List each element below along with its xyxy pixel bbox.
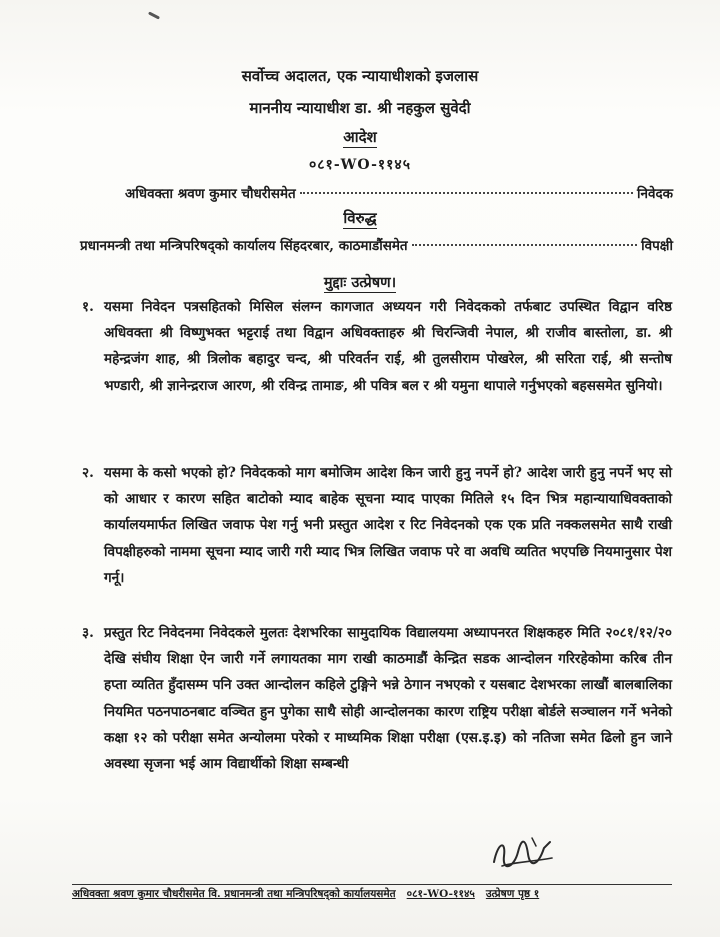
page-footer bbox=[72, 884, 672, 901]
court-name: सर्वोच्च अदालत, एक न्यायाधीशको इजलास bbox=[241, 67, 479, 85]
respondent-line bbox=[80, 236, 673, 254]
versus-heading bbox=[0, 208, 720, 228]
paragraph-text: यसमा निवेदन पत्रसहितको मिसिल संलग्न कागजात अध्ययन गरी निवेदकको तर्फबाट उपस्थित विद्वान वरिष्ठ अधिवक्ता श्री विष्णुभक्त भट्टराई तथा विद्वान अधिवक्ताहरु श्री चिरन्जिवी नेपाल, श्री राजीव बास्तोला, डा. श्री महेन्द्रजंग शाह, श्री त्रिलोक बहादुर चन्द, श्री परिवर्तन राई, श्री तुलसीराम पोखरेल, श्री सरिता राई, श्री सन्तोष भण्डारी, श्री ज्ञानेन्द्रराज आरण, श्री रविन्द्र तामाङ, श्री पवित्र बल र श्री यमुना थापाले गर्नुभएको बहससमेत सुनियो। bbox=[104, 299, 672, 394]
paragraph-text: प्रस्तुत रिट निवेदनमा निवेदकले मुलतः देशभरिका सामुदायिक विद्यालयमा अध्यापनरत शिक्षकहरु मिति २०८१/१२/२० देखि संघीय शिक्षा ऐन जारी गर्ने लगायतका माग राखी काठमाडौं केन्द्रित सडक आन्दोलन गरिरहेकोमा करिब तीन हप्ता व्यतित हुँदासम्म पनि उक्त आन्दोलन कहिले टुङ्गिने भन्ने ठेगान नभएको र यसबाट देशभरका लाखौं बालबालिका नियमित पठनपाठनबाट वञ्चित हुन पुगेका साथै सोही आन्दोलनका कारण राष्ट्रिय परीक्षा बोर्डले सञ्चालन गर्ने भनेको कक्षा १२ को परीक्षा समेत अन्योलमा परेको र माध्यमिक शिक्षा परीक्षा (एस.इ.इ) को नतिजा समेत ढिलो हुन जाने अवस्था सृजना भई आम विद्यार्थीको शिक्षा सम्बन्धी bbox=[104, 625, 672, 773]
handwritten-signature bbox=[488, 832, 558, 876]
paragraph-number: ३. bbox=[82, 625, 94, 641]
paragraph-3 bbox=[82, 620, 672, 777]
order-title-text: आदेश bbox=[343, 128, 377, 146]
subject-text: मुद्दाः उत्प्रेषण। bbox=[323, 274, 397, 291]
versus-text: विरुद्ध bbox=[343, 209, 377, 227]
dotted-leader bbox=[300, 192, 633, 194]
paragraph-2 bbox=[82, 460, 672, 591]
judge-name: माननीय न्यायाधीश डा. श्री नहकुल सुवेदी bbox=[249, 99, 471, 117]
petitioner-role: निवेदक bbox=[636, 186, 673, 202]
footer-page-label: उत्प्रेषण पृष्ठ १ bbox=[485, 888, 540, 900]
paragraph-number: १. bbox=[82, 299, 94, 315]
order-title bbox=[0, 127, 720, 147]
respondent-name: प्रधानमन्त्री तथा मन्त्रिपरिषद्को कार्यालय सिंहदरबार, काठमाडौंसमेत bbox=[80, 238, 408, 254]
respondent-role: विपक्षी bbox=[641, 238, 673, 254]
ink-mark bbox=[148, 11, 160, 19]
petitioner-name: अधिवक्ता श्रवण कुमार चौधरीसमेत bbox=[125, 186, 296, 202]
paragraph-number: २. bbox=[82, 465, 94, 481]
petitioner-line bbox=[125, 184, 673, 202]
footer-case-ref: अधिवक्ता श्रवण कुमार चौधरीसमेत वि. प्रधानमन्त्री तथा मन्त्रिपरिषद्को कार्यालयसमेत bbox=[72, 888, 396, 900]
subject-heading bbox=[0, 272, 720, 292]
footer-case-no: ०८१-WO-११४५ bbox=[406, 888, 475, 900]
case-number: ०८१-WO-११४५ bbox=[308, 157, 411, 173]
dotted-leader bbox=[412, 244, 638, 246]
paragraph-text: यसमा के कसो भएको हो? निवेदकको माग बमोजिम आदेश किन जारी हुनु नपर्ने हो? आदेश जारी हुनु नपर्ने भए सो को आधार र कारण सहित बाटोको म्याद बाहेक सूचना म्याद पाएका मितिले १५ दिन भित्र महान्यायाधिवक्ताको कार्यालयमार्फत लिखित जवाफ पेश गर्नु भनी प्रस्तुत आदेश र रिट निवेदनको एक एक प्रति नक्कलसमेत साथै राखी विपक्षीहरुको नाममा सूचना म्याद जारी गरी म्याद भित्र लिखित जवाफ परे वा अवधि व्यतित भएपछि नियमानुसार पेश गर्नू। bbox=[104, 465, 672, 586]
paragraph-1 bbox=[82, 294, 672, 399]
